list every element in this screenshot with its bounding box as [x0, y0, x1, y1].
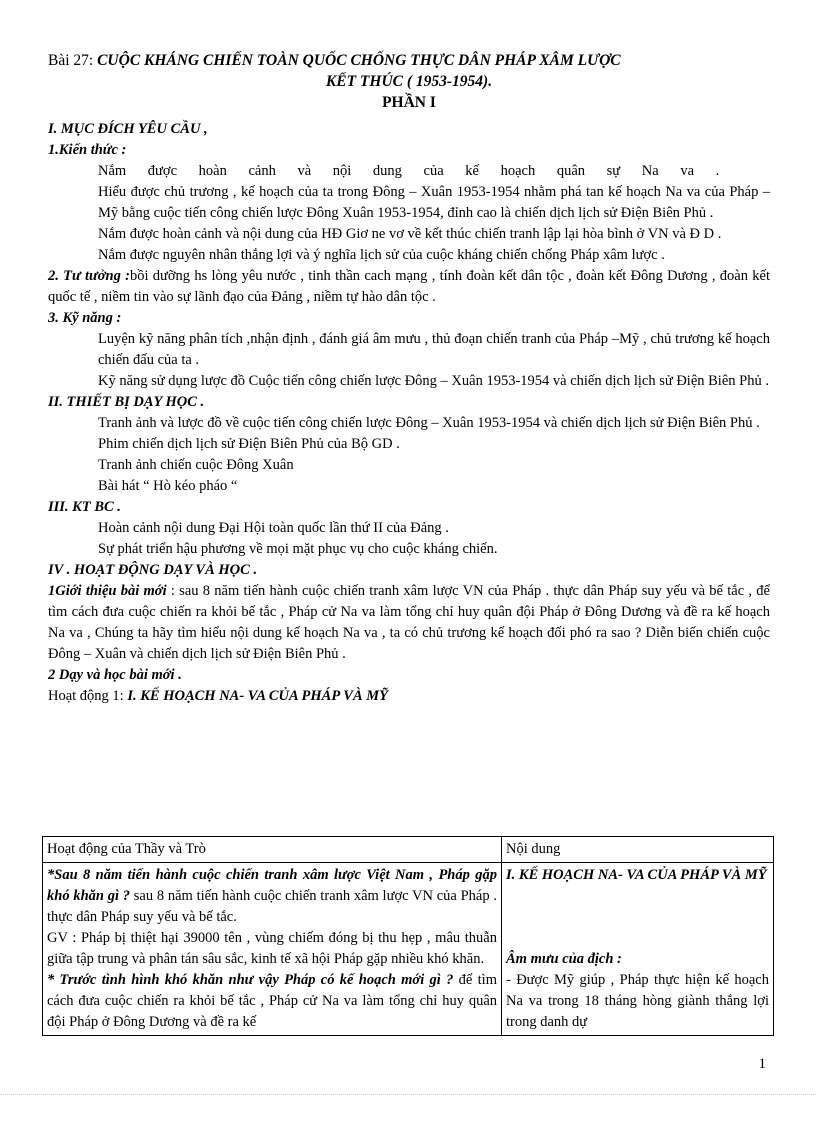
activity-heading — [48, 686, 770, 707]
table-header-row — [43, 837, 774, 863]
lesson-title-line2: KẾT THÚC ( 1953-1954). — [325, 73, 493, 90]
review-item-1: Hoàn cảnh nội dung Đại Hội toàn quốc lần thứ II của Đảng . — [98, 520, 449, 536]
lesson-title — [48, 50, 770, 71]
knowledge-item-4: Nắm được nguyên nhân thắng lợi và ý nghĩa lịch sử của cuộc kháng chiến chống Pháp xâm lược . — [98, 247, 665, 263]
lesson-prefix: Bài 27: — [48, 52, 98, 69]
section-1-heading: I. MỤC ĐÍCH YÊU CẦU , — [48, 121, 208, 137]
review-item-2: Sự phát triển hậu phương về mọi mặt phục vụ cho cuộc kháng chiến. — [98, 541, 498, 557]
content-text: - Được Mỹ giúp , Pháp thực hiện kế hoạch Na va trong 18 tháng hòng giành thắng lợi trong danh dự — [506, 972, 769, 1030]
section-2-heading: II. THIẾT BỊ DẠY HỌC . — [48, 394, 205, 410]
attitude-text: bồi dưỡng hs lòng yêu nước , tinh thần cach mạng , tính đoàn kết dân tộc , đoàn kết Đông Dương , đoàn kết quốc tế , niềm tin vào sự lãnh đạo của Đảng , niềm tự hào dân tộc . — [48, 268, 770, 305]
attitude-paragraph — [48, 266, 770, 308]
teacher-note: GV : Pháp bị thiệt hại 39000 tên , vùng chiếm đóng bị thu hẹp , mâu thuẫn giữa tập trung và phân tán sâu sắc, kinh tế xã hội Pháp gặp nhiều khó khăn. — [47, 930, 497, 967]
equipment-item-1: Tranh ảnh và lược đồ về cuộc tiến công chiến lược Đông – Xuân 1953-1954 và chiến dịch lịch sử Điện Biên Phủ . — [98, 415, 760, 431]
content-title: I. KẾ HOẠCH NA- VA CỦA PHÁP VÀ MỸ — [506, 867, 767, 883]
activity-label: Hoạt động 1: — [48, 688, 128, 704]
lesson-title-line1: CUỘC KHÁNG CHIẾN TOÀN QUỐC CHỐNG THỰC DÂN PHÁP XÂM LƯỢC — [97, 52, 621, 69]
knowledge-item-1: Nắm được hoàn cảnh và nội dung của kế hoạch quân sự Na va . — [98, 163, 720, 179]
content-spacer — [506, 886, 769, 949]
question-1: *Sau 8 năm tiến hành cuộc chiến tranh xâm lược Việt Nam , Pháp gặp khó khăn gì ? — [47, 867, 497, 904]
activity-cell — [43, 863, 502, 1036]
skills-item-2: Kỹ năng sử dụng lược đồ Cuộc tiến công chiến lược Đông – Xuân 1953-1954 và chiến dịch lịch sử Điện Biên Phủ . — [98, 373, 769, 389]
content-cell — [502, 863, 774, 1036]
equipment-item-3: Tranh ảnh chiến cuộc Đông Xuân — [98, 457, 294, 473]
answer-2: để tìm cách đưa cuộc chiến ra khỏi bế tắc , Pháp cử Na va làm tổng chỉ huy quân đội Pháp ở Đông Dương và đề ra kế — [47, 972, 497, 1030]
answer-1: sau 8 năm tiến hành cuộc chiến tranh xâm lược VN của Pháp . thực dân Pháp suy yếu và bế tắc. — [47, 888, 497, 925]
knowledge-item-3: Nắm được hoàn cảnh và nội dung của HĐ Giơ ne vơ về kết thúc chiến tranh lập lại hòa bình ở VN và Đ D . — [98, 226, 722, 242]
page-number: 1 — [758, 1056, 766, 1072]
table-header-content: Nội dung — [502, 837, 774, 863]
knowledge-heading: 1.Kiến thức : — [48, 142, 127, 158]
skills-item-1: Luyện kỹ năng phân tích ,nhận định , đánh giá âm mưu , thủ đoạn chiến tranh của Pháp –Mỹ , chủ trương kế hoạch chiến đấu của ta . — [98, 331, 770, 368]
part-heading: PHẦN I — [382, 94, 436, 111]
equipment-item-2: Phim chiến dịch lịch sử Điện Biên Phủ của Bộ GD . — [98, 436, 400, 452]
question-2: * Trước tình hình khó khăn như vậy Pháp có kế hoạch mới gì ? — [47, 972, 454, 988]
section-4-heading: IV . HOẠT ĐỘNG DẠY VÀ HỌC . — [48, 562, 258, 578]
new-lesson-heading: 2 Dạy và học bài mới . — [48, 667, 182, 683]
knowledge-item-2: Hiểu được chủ trương , kế hoạch của ta trong Đông – Xuân 1953-1954 nhằm phá tan kế hoạch Na va của Pháp – Mỹ bằng cuộc tiến công chiến lược Đông Xuân 1953-1954, đỉnh cao là chiến dịch lịch sử Điện Biên Phủ . — [98, 184, 770, 221]
page-break-divider — [0, 1094, 816, 1095]
content-subheading: Âm mưu của địch : — [506, 951, 622, 967]
activity-title: I. KẾ HOẠCH NA- VA CỦA PHÁP VÀ MỸ — [127, 688, 388, 704]
lesson-table — [42, 836, 774, 1036]
attitude-label: 2. Tư tưởng : — [48, 268, 130, 284]
skills-heading: 3. Kỹ năng : — [48, 310, 122, 326]
table-row — [43, 863, 774, 1036]
document-body — [48, 50, 770, 707]
intro-paragraph — [48, 581, 770, 665]
table-header-activity: Hoạt động của Thầy và Trò — [43, 837, 502, 863]
equipment-item-4: Bài hát “ Hò kéo pháo “ — [98, 478, 238, 494]
section-3-heading: III. KT BC . — [48, 499, 121, 515]
intro-text: : sau 8 năm tiến hành cuộc chiến tranh xâm lược VN của Pháp . thực dân Pháp suy yếu và bế tắc , để tìm cách đưa cuộc chiến ra khỏi bế tắc , Pháp cử Na va làm tổng chỉ huy quân đội Pháp ở Đông Dương và đề ra kế hoạch Na va , Chúng ta hãy tìm hiểu nội dung kế hoạch Na va , ta có chủ trương kế hoạch đối phó ra sao ? Diễn biến chiến cuộc Đông – Xuân và chiến dịch lịch sử Điện Biên Phủ . — [48, 583, 770, 662]
intro-label: 1Giới thiệu bài mới — [48, 583, 167, 599]
